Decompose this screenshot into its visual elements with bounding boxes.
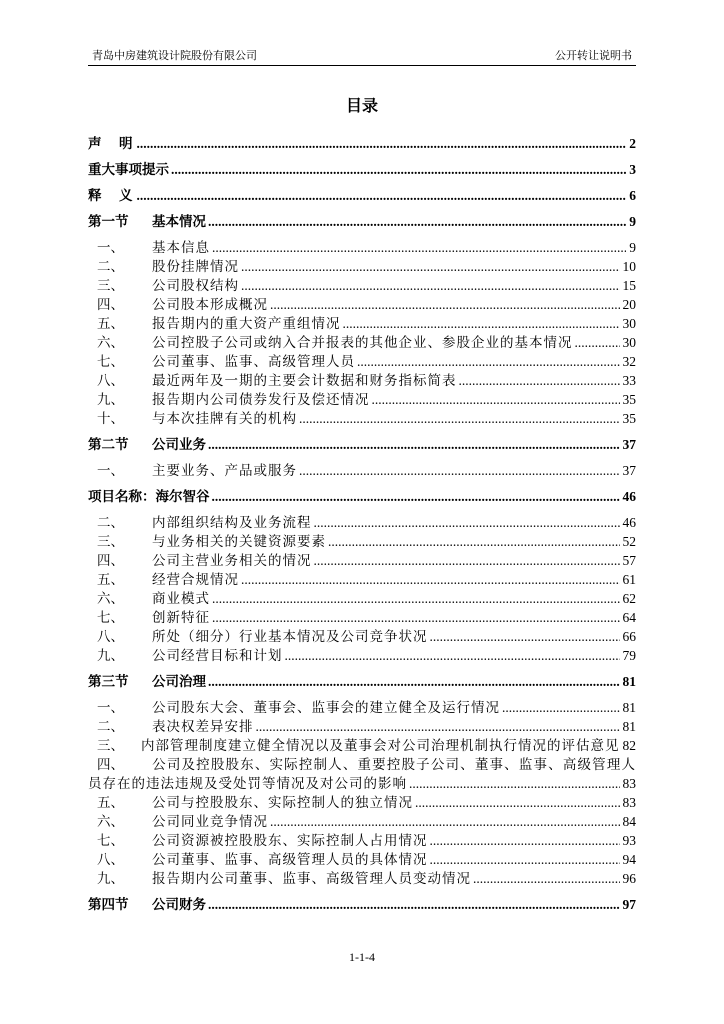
toc-entry[interactable]: [88, 532, 636, 551]
toc-heading[interactable]: [88, 212, 636, 231]
toc-entry-label: 公司董事、监事、高级管理人员: [152, 354, 355, 369]
toc-page-number: 30: [620, 333, 637, 352]
toc-entry-label: 主要业务、产品或服务: [152, 463, 297, 478]
toc-entry-label: 报告期内公司债券发行及偿还情况: [152, 392, 370, 407]
toc-entry-label: 公司股东大会、董事会、监事会的建立健全及运行情况: [152, 700, 500, 715]
toc-heading[interactable]: [88, 134, 636, 153]
toc-entry-label: 公司经营目标和计划: [152, 648, 283, 663]
toc-entry[interactable]: [88, 257, 636, 276]
company-name: 青岛中房建筑设计院股份有限公司: [92, 50, 257, 62]
toc-entry[interactable]: [88, 589, 636, 608]
toc-page-number: 35: [620, 390, 637, 409]
toc-page-number: 61: [620, 570, 637, 589]
toc-entry[interactable]: [88, 513, 636, 532]
toc-page-number: 57: [620, 551, 637, 570]
toc-page-number: 81: [620, 698, 637, 717]
toc-entry-label: 所处（细分）行业基本情况及公司竞争状况: [152, 629, 428, 644]
toc-entry[interactable]: [88, 276, 636, 295]
toc-page-number: 9: [626, 212, 636, 231]
toc-entry-label: 报告期内的重大资产重组情况: [152, 316, 341, 331]
toc-entry[interactable]: [88, 812, 636, 831]
toc-entry-number: 五、: [97, 316, 124, 331]
toc-entry-label: 基本信息: [152, 240, 210, 255]
toc-page-number: 15: [620, 276, 637, 295]
toc-entry-label: 公司主营业务相关的情况: [152, 553, 312, 568]
toc-entry[interactable]: [88, 461, 636, 480]
toc-page-number: 52: [620, 532, 637, 551]
toc-entry-number: 三、: [97, 738, 124, 753]
toc-entry[interactable]: [88, 717, 636, 736]
toc-entry-number: 八、: [97, 629, 124, 644]
toc-entry-label: 经营合规情况: [152, 572, 239, 587]
toc-page-number: 94: [620, 850, 637, 869]
toc-page-number: 81: [620, 717, 637, 736]
toc-section-number: 第一节: [88, 214, 129, 229]
toc-page-number: 62: [620, 589, 637, 608]
toc-page-number: 37: [620, 435, 637, 454]
toc-entry[interactable]: [88, 333, 636, 352]
toc-page-number: 96: [620, 869, 637, 888]
toc-entry-label: 公司控股子公司或纳入合并报表的其他企业、参股企业的基本情况: [152, 335, 573, 350]
toc-entry-number: 二、: [97, 719, 124, 734]
toc-heading-label: 公司治理: [152, 674, 206, 689]
toc-heading[interactable]: [88, 160, 636, 179]
toc-page-number: 3: [626, 160, 636, 179]
toc-heading-label: 声 明: [88, 136, 135, 151]
toc-entry-label: 内部组织结构及业务流程: [152, 515, 312, 530]
toc-entry-number: 七、: [97, 833, 124, 848]
toc-entry[interactable]: [88, 390, 636, 409]
toc-page-number: 66: [620, 627, 637, 646]
toc-page-number: 64: [620, 608, 637, 627]
toc-entry-number: 五、: [97, 795, 124, 810]
toc-entry-number: 六、: [97, 591, 124, 606]
toc-page-number: 83: [620, 793, 637, 812]
toc-entry-label: 最近两年及一期的主要会计数据和财务指标简表: [152, 373, 457, 388]
toc-heading-label: 公司财务: [152, 897, 206, 912]
toc-entry-number: 七、: [97, 354, 124, 369]
toc-entry[interactable]: [88, 850, 636, 869]
toc-page-number: 97: [620, 895, 637, 914]
toc-entry-number: 九、: [97, 871, 124, 886]
toc-page-number: 9: [626, 238, 636, 257]
toc-entry-number: 二、: [97, 515, 124, 530]
toc-heading[interactable]: [88, 186, 636, 205]
toc-entry-number: 一、: [97, 700, 124, 715]
document-type: 公开转让说明书: [555, 50, 632, 62]
toc-entry-label: 股份挂牌情况: [152, 259, 239, 274]
toc-section-number: 第二节: [88, 437, 129, 452]
toc-entry-number: 四、: [97, 553, 124, 568]
toc-title: 目录: [345, 98, 378, 115]
toc-page-number: 79: [620, 646, 637, 665]
toc-entry-label: 报告期内公司董事、监事、高级管理人员变动情况: [152, 871, 471, 886]
toc-entry[interactable]: [88, 698, 636, 717]
toc-heading[interactable]: [88, 895, 636, 914]
toc-entry[interactable]: [88, 627, 636, 646]
toc-entry-number: 三、: [97, 534, 124, 549]
toc-section-number: 第三节: [88, 674, 129, 689]
toc-page-number: 84: [620, 812, 637, 831]
toc-entry[interactable]: [88, 869, 636, 888]
toc-page-number: 46: [620, 487, 637, 506]
toc-page-number: 37: [620, 461, 637, 480]
toc-entry-number: 七、: [97, 610, 124, 625]
toc-page-number: 82: [620, 736, 637, 755]
toc-page-number: 10: [620, 257, 637, 276]
toc-entry[interactable]: [88, 238, 636, 257]
toc-entry-label: 公司同业竞争情况: [152, 814, 268, 829]
table-of-contents: [88, 127, 636, 921]
page-header: [88, 48, 636, 66]
toc-entry-label: 与业务相关的关键资源要素: [152, 534, 326, 549]
toc-page-number: 83: [620, 774, 637, 793]
toc-entry[interactable]: [88, 570, 636, 589]
toc-entry-number: 八、: [97, 852, 124, 867]
toc-entry-label: 内部管理制度建立健全情况以及董事会对公司治理机制执行情况的评估意见: [141, 738, 620, 753]
toc-heading[interactable]: [88, 487, 636, 506]
toc-entry-number: 二、: [97, 259, 124, 274]
toc-entry-number: 十、: [97, 411, 124, 426]
toc-entry-number: 九、: [97, 392, 124, 407]
toc-entry[interactable]: [88, 409, 636, 428]
toc-entry-number: 八、: [97, 373, 124, 388]
toc-entry[interactable]: [88, 755, 636, 793]
toc-page-number: 6: [626, 186, 636, 205]
toc-entry-label: 与本次挂牌有关的机构: [152, 411, 297, 426]
toc-entry-number: 一、: [97, 463, 124, 478]
toc-entry-label: 商业模式: [152, 591, 210, 606]
toc-entry[interactable]: [88, 551, 636, 570]
toc-entry-number: 四、: [97, 297, 124, 312]
toc-heading-label: 公司业务: [152, 437, 206, 452]
toc-entry-number: 九、: [97, 648, 124, 663]
toc-page-number: 46: [620, 513, 637, 532]
toc-heading-label: 重大事项提示: [88, 162, 169, 177]
toc-entry-label: 公司股权结构: [152, 278, 239, 293]
toc-entry-number: 六、: [97, 335, 124, 350]
toc-entry[interactable]: [88, 352, 636, 371]
toc-page-number: 93: [620, 831, 637, 850]
toc-entry-number: 四、: [97, 757, 124, 772]
toc-page-number: 20: [620, 295, 637, 314]
toc-heading-label: 释 义: [88, 188, 135, 203]
toc-heading[interactable]: [88, 435, 636, 454]
toc-entry-label: 公司股本形成概况: [152, 297, 268, 312]
toc-entry-label: 公司董事、监事、高级管理人员的具体情况: [152, 852, 428, 867]
toc-entry[interactable]: [88, 736, 636, 755]
toc-entry-label: 公司及控股股东、实际控制人、重要控股子公司、董事、监事、高级管理人员存在的违法违规及受处罚等情况及对公司的影响: [88, 757, 636, 791]
toc-page-number: 2: [626, 134, 636, 153]
toc-entry[interactable]: [88, 646, 636, 665]
toc-entry[interactable]: [88, 295, 636, 314]
toc-entry-number: 三、: [97, 278, 124, 293]
toc-entry[interactable]: [88, 608, 636, 627]
toc-section-number: 第四节: [88, 897, 129, 912]
toc-heading-label: 项目名称：海尔智谷: [88, 489, 210, 504]
toc-entry[interactable]: [88, 314, 636, 333]
page-footer-number: 1-1-4: [349, 950, 375, 964]
toc-page-number: 30: [620, 314, 637, 333]
toc-entry-label: 创新特征: [152, 610, 210, 625]
toc-entry-number: 六、: [97, 814, 124, 829]
toc-entry-label: 公司资源被控股股东、实际控制人占用情况: [152, 833, 428, 848]
toc-heading[interactable]: [88, 672, 636, 691]
toc-entry-label: 公司与控股股东、实际控制人的独立情况: [152, 795, 413, 810]
toc-entry[interactable]: [88, 793, 636, 812]
toc-page-number: 81: [620, 672, 637, 691]
toc-entry-label: 表决权差异安排: [152, 719, 254, 734]
toc-page-number: 35: [620, 409, 637, 428]
toc-entry-number: 一、: [97, 240, 124, 255]
toc-entry-number: 五、: [97, 572, 124, 587]
toc-entry[interactable]: [88, 831, 636, 850]
toc-entry[interactable]: [88, 371, 636, 390]
toc-page-number: 32: [620, 352, 637, 371]
toc-heading-label: 基本情况: [152, 214, 206, 229]
toc-page-number: 33: [620, 371, 637, 390]
